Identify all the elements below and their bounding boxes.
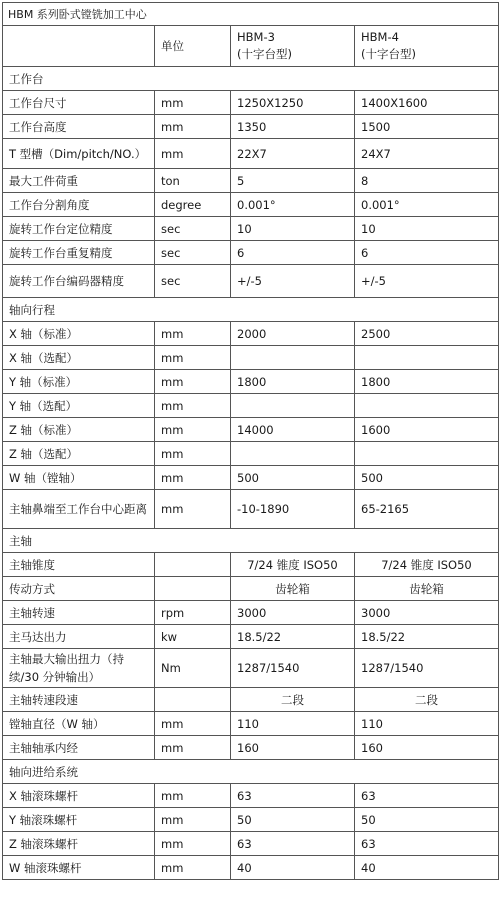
spec-label: Y 轴（选配） bbox=[3, 394, 155, 418]
spec-value-hbm4: 二段 bbox=[355, 688, 499, 712]
header-model-1-type: (十字台型) bbox=[237, 47, 292, 61]
table-row bbox=[3, 217, 499, 241]
section-row bbox=[3, 529, 499, 553]
spec-table-body bbox=[3, 3, 499, 880]
spec-value-hbm3: 1287/1540 bbox=[231, 649, 355, 688]
spec-unit: sec bbox=[155, 217, 231, 241]
spec-value-hbm3: 1350 bbox=[231, 115, 355, 139]
header-model-1 bbox=[231, 26, 355, 67]
spec-value-hbm4: 0.001° bbox=[355, 193, 499, 217]
table-row bbox=[3, 784, 499, 808]
header-unit: 单位 bbox=[155, 26, 231, 67]
table-row bbox=[3, 241, 499, 265]
table-row bbox=[3, 346, 499, 370]
spec-label: 旋转工作台重复精度 bbox=[3, 241, 155, 265]
spec-value-hbm4: 63 bbox=[355, 832, 499, 856]
spec-label: Y 轴滚珠螺杆 bbox=[3, 808, 155, 832]
section-title: 轴向行程 bbox=[3, 298, 499, 322]
spec-unit: mm bbox=[155, 394, 231, 418]
spec-label: 主轴锥度 bbox=[3, 553, 155, 577]
spec-label: 主轴轴承内经 bbox=[3, 736, 155, 760]
spec-value-hbm3: 18.5/22 bbox=[231, 625, 355, 649]
spec-label: 主轴转速 bbox=[3, 601, 155, 625]
spec-value-hbm4: 2500 bbox=[355, 322, 499, 346]
spec-label: X 轴（选配） bbox=[3, 346, 155, 370]
spec-unit: mm bbox=[155, 856, 231, 880]
spec-label: 工作台尺寸 bbox=[3, 91, 155, 115]
spec-value-hbm3: 1250X1250 bbox=[231, 91, 355, 115]
section-title: 轴向进给系统 bbox=[3, 760, 499, 784]
spec-value-hbm4: 8 bbox=[355, 169, 499, 193]
spec-unit: sec bbox=[155, 241, 231, 265]
spec-value-hbm4: 7/24 锥度 ISO50 bbox=[355, 553, 499, 577]
table-row bbox=[3, 688, 499, 712]
header-model-1-name: HBM-3 bbox=[237, 30, 275, 44]
spec-label: 主马达出力 bbox=[3, 625, 155, 649]
spec-value-hbm3: 1800 bbox=[231, 370, 355, 394]
spec-unit bbox=[155, 688, 231, 712]
spec-value-hbm4: 1800 bbox=[355, 370, 499, 394]
spec-label: 工作台分割角度 bbox=[3, 193, 155, 217]
spec-value-hbm4: 1500 bbox=[355, 115, 499, 139]
spec-label: W 轴滚珠螺杆 bbox=[3, 856, 155, 880]
spec-value-hbm3 bbox=[231, 346, 355, 370]
spec-label: W 轴（镗轴） bbox=[3, 466, 155, 490]
spec-unit: mm bbox=[155, 346, 231, 370]
table-row bbox=[3, 490, 499, 529]
section-row bbox=[3, 298, 499, 322]
spec-value-hbm3: 160 bbox=[231, 736, 355, 760]
table-row bbox=[3, 169, 499, 193]
spec-value-hbm3: 6 bbox=[231, 241, 355, 265]
spec-value-hbm4: 160 bbox=[355, 736, 499, 760]
spec-value-hbm4: 50 bbox=[355, 808, 499, 832]
spec-unit: mm bbox=[155, 712, 231, 736]
spec-unit: mm bbox=[155, 832, 231, 856]
table-row bbox=[3, 625, 499, 649]
spec-label: X 轴（标准） bbox=[3, 322, 155, 346]
spec-value-hbm4: 1400X1600 bbox=[355, 91, 499, 115]
spec-value-hbm3: 14000 bbox=[231, 418, 355, 442]
spec-value-hbm4: 65-2165 bbox=[355, 490, 499, 529]
spec-label: Z 轴滚珠螺杆 bbox=[3, 832, 155, 856]
table-row bbox=[3, 193, 499, 217]
spec-label: 工作台高度 bbox=[3, 115, 155, 139]
spec-unit: mm bbox=[155, 322, 231, 346]
spec-value-hbm4: 24X7 bbox=[355, 139, 499, 169]
spec-value-hbm4: 110 bbox=[355, 712, 499, 736]
spec-value-hbm3: 7/24 锥度 ISO50 bbox=[231, 553, 355, 577]
table-row bbox=[3, 601, 499, 625]
spec-unit bbox=[155, 577, 231, 601]
table-row bbox=[3, 139, 499, 169]
spec-unit: rpm bbox=[155, 601, 231, 625]
table-row bbox=[3, 466, 499, 490]
spec-value-hbm3: 110 bbox=[231, 712, 355, 736]
spec-label: T 型槽（Dim/pitch/NO.） bbox=[3, 139, 155, 169]
section-title: 工作台 bbox=[3, 67, 499, 91]
spec-value-hbm4: +/-5 bbox=[355, 265, 499, 298]
spec-unit: ton bbox=[155, 169, 231, 193]
spec-value-hbm3: +/-5 bbox=[231, 265, 355, 298]
spec-unit: kw bbox=[155, 625, 231, 649]
spec-value-hbm4: 18.5/22 bbox=[355, 625, 499, 649]
spec-label: 镗轴直径（W 轴） bbox=[3, 712, 155, 736]
spec-value-hbm3: 二段 bbox=[231, 688, 355, 712]
spec-value-hbm3: -10-1890 bbox=[231, 490, 355, 529]
spec-label: 主轴鼻端至工作台中心距离 bbox=[3, 490, 155, 529]
table-title-row bbox=[3, 3, 499, 26]
spec-value-hbm4 bbox=[355, 346, 499, 370]
header-model-2-type: (十字台型) bbox=[361, 47, 416, 61]
spec-value-hbm3: 22X7 bbox=[231, 139, 355, 169]
spec-label: 传动方式 bbox=[3, 577, 155, 601]
spec-unit bbox=[155, 553, 231, 577]
section-row bbox=[3, 760, 499, 784]
spec-table bbox=[2, 2, 499, 880]
spec-label: Z 轴（选配） bbox=[3, 442, 155, 466]
spec-value-hbm3: 40 bbox=[231, 856, 355, 880]
spec-label: Y 轴（标准） bbox=[3, 370, 155, 394]
spec-unit: mm bbox=[155, 139, 231, 169]
table-row bbox=[3, 394, 499, 418]
spec-unit: mm bbox=[155, 115, 231, 139]
table-row bbox=[3, 370, 499, 394]
spec-value-hbm4: 6 bbox=[355, 241, 499, 265]
spec-label: 旋转工作台定位精度 bbox=[3, 217, 155, 241]
spec-unit: mm bbox=[155, 490, 231, 529]
table-row bbox=[3, 736, 499, 760]
spec-unit: mm bbox=[155, 370, 231, 394]
table-row bbox=[3, 91, 499, 115]
spec-unit: mm bbox=[155, 91, 231, 115]
table-row bbox=[3, 577, 499, 601]
spec-label: 主轴转速段速 bbox=[3, 688, 155, 712]
table-row bbox=[3, 418, 499, 442]
spec-value-hbm4: 63 bbox=[355, 784, 499, 808]
spec-value-hbm3: 10 bbox=[231, 217, 355, 241]
table-row bbox=[3, 649, 499, 688]
spec-label: 最大工件荷重 bbox=[3, 169, 155, 193]
spec-value-hbm3: 0.001° bbox=[231, 193, 355, 217]
spec-value-hbm3: 50 bbox=[231, 808, 355, 832]
table-row bbox=[3, 553, 499, 577]
spec-value-hbm4 bbox=[355, 394, 499, 418]
spec-unit: mm bbox=[155, 736, 231, 760]
spec-value-hbm4: 1600 bbox=[355, 418, 499, 442]
spec-unit: mm bbox=[155, 418, 231, 442]
spec-value-hbm4: 40 bbox=[355, 856, 499, 880]
spec-unit: sec bbox=[155, 265, 231, 298]
header-label-cell bbox=[3, 26, 155, 67]
spec-value-hbm3: 63 bbox=[231, 832, 355, 856]
table-header-row bbox=[3, 26, 499, 67]
spec-value-hbm3: 500 bbox=[231, 466, 355, 490]
spec-value-hbm3 bbox=[231, 442, 355, 466]
spec-value-hbm4 bbox=[355, 442, 499, 466]
section-title: 主轴 bbox=[3, 529, 499, 553]
spec-label: Z 轴（标准） bbox=[3, 418, 155, 442]
table-row bbox=[3, 856, 499, 880]
header-model-2 bbox=[355, 26, 499, 67]
spec-unit: mm bbox=[155, 808, 231, 832]
table-row bbox=[3, 808, 499, 832]
spec-label: 主轴最大输出扭力（持续/30 分钟输出） bbox=[3, 649, 155, 688]
header-model-2-name: HBM-4 bbox=[361, 30, 399, 44]
section-row bbox=[3, 67, 499, 91]
spec-unit: mm bbox=[155, 442, 231, 466]
table-row bbox=[3, 442, 499, 466]
spec-value-hbm3: 5 bbox=[231, 169, 355, 193]
spec-label: X 轴滚珠螺杆 bbox=[3, 784, 155, 808]
spec-value-hbm4: 齿轮箱 bbox=[355, 577, 499, 601]
spec-value-hbm4: 1287/1540 bbox=[355, 649, 499, 688]
spec-value-hbm4: 10 bbox=[355, 217, 499, 241]
spec-value-hbm3: 齿轮箱 bbox=[231, 577, 355, 601]
table-row bbox=[3, 265, 499, 298]
table-title: HBM 系列卧式镗铣加工中心 bbox=[3, 3, 499, 26]
spec-value-hbm3: 63 bbox=[231, 784, 355, 808]
spec-value-hbm3: 2000 bbox=[231, 322, 355, 346]
spec-unit: Nm bbox=[155, 649, 231, 688]
table-row bbox=[3, 115, 499, 139]
table-row bbox=[3, 832, 499, 856]
spec-value-hbm4: 3000 bbox=[355, 601, 499, 625]
spec-unit: mm bbox=[155, 784, 231, 808]
spec-value-hbm4: 500 bbox=[355, 466, 499, 490]
spec-value-hbm3: 3000 bbox=[231, 601, 355, 625]
spec-value-hbm3 bbox=[231, 394, 355, 418]
table-row bbox=[3, 712, 499, 736]
spec-unit: degree bbox=[155, 193, 231, 217]
spec-unit: mm bbox=[155, 466, 231, 490]
table-row bbox=[3, 322, 499, 346]
spec-label: 旋转工作台编码器精度 bbox=[3, 265, 155, 298]
